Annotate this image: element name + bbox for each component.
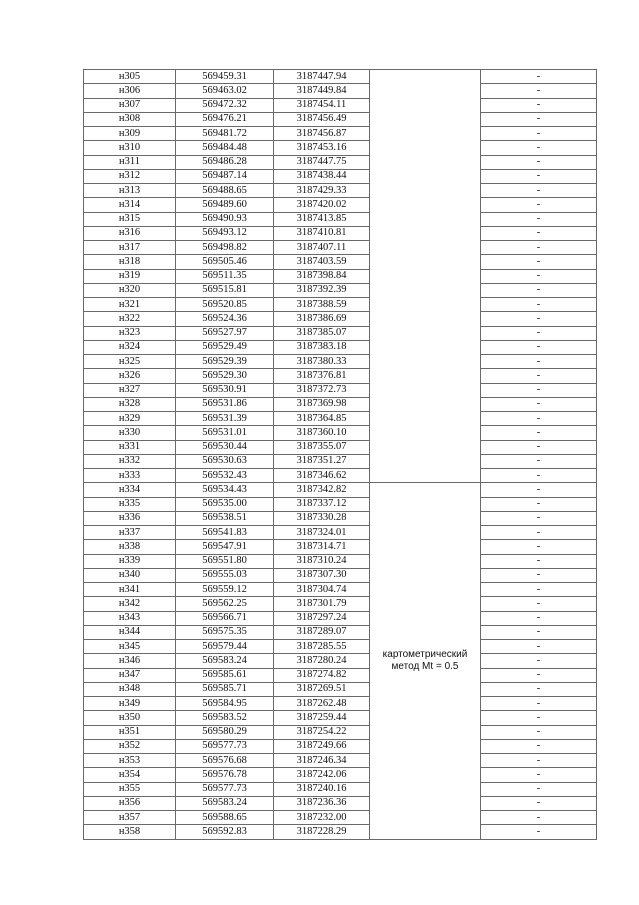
point-id-cell: н331 (84, 440, 176, 454)
x-coordinate-cell: 569493.12 (176, 226, 274, 240)
point-id-cell: н308 (84, 112, 176, 126)
x-coordinate-cell: 569575.35 (176, 625, 274, 639)
y-coordinate-cell: 3187429.33 (274, 184, 370, 198)
point-id-cell: н343 (84, 611, 176, 625)
x-coordinate-cell: 569592.83 (176, 825, 274, 839)
x-coordinate-cell: 569498.82 (176, 241, 274, 255)
point-id-cell: н347 (84, 668, 176, 682)
accuracy-cell: - (481, 697, 597, 711)
accuracy-cell: - (481, 283, 597, 297)
table-row (84, 269, 597, 283)
y-coordinate-cell: 3187254.22 (274, 725, 370, 739)
x-coordinate-cell: 569515.81 (176, 283, 274, 297)
table-row (84, 241, 597, 255)
point-id-cell: н351 (84, 725, 176, 739)
x-coordinate-cell: 569488.65 (176, 184, 274, 198)
x-coordinate-cell: 569486.28 (176, 155, 274, 169)
y-coordinate-cell: 3187369.98 (274, 397, 370, 411)
y-coordinate-cell: 3187403.59 (274, 255, 370, 269)
y-coordinate-cell: 3187259.44 (274, 711, 370, 725)
y-coordinate-cell: 3187310.24 (274, 554, 370, 568)
x-coordinate-cell: 569576.78 (176, 768, 274, 782)
point-id-cell: н317 (84, 241, 176, 255)
x-coordinate-cell: 569489.60 (176, 198, 274, 212)
x-coordinate-cell: 569459.31 (176, 70, 274, 84)
x-coordinate-cell: 569555.03 (176, 568, 274, 582)
x-coordinate-cell: 569583.24 (176, 654, 274, 668)
table-row (84, 640, 597, 654)
point-id-cell: н356 (84, 796, 176, 810)
y-coordinate-cell: 3187420.02 (274, 198, 370, 212)
table-row (84, 654, 597, 668)
table-row (84, 212, 597, 226)
table-row (84, 597, 597, 611)
y-coordinate-cell: 3187355.07 (274, 440, 370, 454)
point-id-cell: н327 (84, 383, 176, 397)
y-coordinate-cell: 3187246.34 (274, 754, 370, 768)
y-coordinate-cell: 3187449.84 (274, 84, 370, 98)
table-row (84, 697, 597, 711)
table-row (84, 483, 597, 497)
x-coordinate-cell: 569530.44 (176, 440, 274, 454)
x-coordinate-cell: 569547.91 (176, 540, 274, 554)
point-id-cell: н349 (84, 697, 176, 711)
table-row (84, 682, 597, 696)
point-id-cell: н329 (84, 412, 176, 426)
accuracy-cell: - (481, 583, 597, 597)
point-id-cell: н313 (84, 184, 176, 198)
y-coordinate-cell: 3187324.01 (274, 526, 370, 540)
y-coordinate-cell: 3187438.44 (274, 169, 370, 183)
accuracy-cell: - (481, 568, 597, 582)
table-row (84, 625, 597, 639)
point-id-cell: н333 (84, 469, 176, 483)
accuracy-cell: - (481, 169, 597, 183)
accuracy-cell: - (481, 326, 597, 340)
accuracy-cell: - (481, 397, 597, 411)
accuracy-cell: - (481, 383, 597, 397)
y-coordinate-cell: 3187280.24 (274, 654, 370, 668)
table-row (84, 112, 597, 126)
y-coordinate-cell: 3187242.06 (274, 768, 370, 782)
x-coordinate-cell: 569529.49 (176, 340, 274, 354)
x-coordinate-cell: 569566.71 (176, 611, 274, 625)
point-id-cell: н323 (84, 326, 176, 340)
table-row (84, 540, 597, 554)
x-coordinate-cell: 569559.12 (176, 583, 274, 597)
y-coordinate-cell: 3187360.10 (274, 426, 370, 440)
y-coordinate-cell: 3187447.75 (274, 155, 370, 169)
point-id-cell: н310 (84, 141, 176, 155)
accuracy-cell: - (481, 84, 597, 98)
table-row (84, 383, 597, 397)
point-id-cell: н320 (84, 283, 176, 297)
accuracy-cell: - (481, 184, 597, 198)
table-row (84, 255, 597, 269)
point-id-cell: н316 (84, 226, 176, 240)
y-coordinate-cell: 3187228.29 (274, 825, 370, 839)
y-coordinate-cell: 3187447.94 (274, 70, 370, 84)
accuracy-cell: - (481, 269, 597, 283)
x-coordinate-cell: 569541.83 (176, 526, 274, 540)
table-row (84, 454, 597, 468)
y-coordinate-cell: 3187380.33 (274, 355, 370, 369)
accuracy-cell: - (481, 369, 597, 383)
point-id-cell: н318 (84, 255, 176, 269)
accuracy-cell: - (481, 540, 597, 554)
coordinates-table (83, 69, 597, 840)
accuracy-cell: - (481, 412, 597, 426)
accuracy-cell: - (481, 654, 597, 668)
accuracy-cell: - (481, 141, 597, 155)
accuracy-cell: - (481, 725, 597, 739)
accuracy-cell: - (481, 668, 597, 682)
x-coordinate-cell: 569520.85 (176, 298, 274, 312)
table-row (84, 440, 597, 454)
point-id-cell: н352 (84, 739, 176, 753)
table-row (84, 611, 597, 625)
y-coordinate-cell: 3187330.28 (274, 511, 370, 525)
table-row (84, 298, 597, 312)
table-row (84, 825, 597, 839)
point-id-cell: н306 (84, 84, 176, 98)
table-row (84, 739, 597, 753)
accuracy-cell: - (481, 782, 597, 796)
table-row (84, 283, 597, 297)
y-coordinate-cell: 3187453.16 (274, 141, 370, 155)
point-id-cell: н336 (84, 511, 176, 525)
y-coordinate-cell: 3187351.27 (274, 454, 370, 468)
x-coordinate-cell: 569579.44 (176, 640, 274, 654)
accuracy-cell: - (481, 112, 597, 126)
point-id-cell: н355 (84, 782, 176, 796)
point-id-cell: н319 (84, 269, 176, 283)
y-coordinate-cell: 3187342.82 (274, 483, 370, 497)
y-coordinate-cell: 3187285.55 (274, 640, 370, 654)
x-coordinate-cell: 569490.93 (176, 212, 274, 226)
point-id-cell: н358 (84, 825, 176, 839)
table-row (84, 412, 597, 426)
table-row (84, 326, 597, 340)
x-coordinate-cell: 569580.29 (176, 725, 274, 739)
table-row (84, 127, 597, 141)
table-row (84, 226, 597, 240)
point-id-cell: н340 (84, 568, 176, 582)
x-coordinate-cell: 569463.02 (176, 84, 274, 98)
table-row (84, 526, 597, 540)
x-coordinate-cell: 569529.30 (176, 369, 274, 383)
point-id-cell: н338 (84, 540, 176, 554)
x-coordinate-cell: 569562.25 (176, 597, 274, 611)
accuracy-cell: - (481, 754, 597, 768)
y-coordinate-cell: 3187385.07 (274, 326, 370, 340)
table-row (84, 98, 597, 112)
x-coordinate-cell: 569584.95 (176, 697, 274, 711)
y-coordinate-cell: 3187240.16 (274, 782, 370, 796)
y-coordinate-cell: 3187398.84 (274, 269, 370, 283)
y-coordinate-cell: 3187410.81 (274, 226, 370, 240)
x-coordinate-cell: 569487.14 (176, 169, 274, 183)
accuracy-cell: - (481, 198, 597, 212)
table-row (84, 469, 597, 483)
accuracy-cell: - (481, 497, 597, 511)
point-id-cell: н311 (84, 155, 176, 169)
accuracy-cell: - (481, 426, 597, 440)
y-coordinate-cell: 3187262.48 (274, 697, 370, 711)
y-coordinate-cell: 3187372.73 (274, 383, 370, 397)
x-coordinate-cell: 569576.68 (176, 754, 274, 768)
accuracy-cell: - (481, 212, 597, 226)
accuracy-cell: - (481, 241, 597, 255)
accuracy-cell: - (481, 127, 597, 141)
y-coordinate-cell: 3187289.07 (274, 625, 370, 639)
x-coordinate-cell: 569585.61 (176, 668, 274, 682)
point-id-cell: н357 (84, 811, 176, 825)
table-row (84, 754, 597, 768)
point-id-cell: н337 (84, 526, 176, 540)
point-id-cell: н309 (84, 127, 176, 141)
table-row (84, 312, 597, 326)
accuracy-cell: - (481, 70, 597, 84)
point-id-cell: н342 (84, 597, 176, 611)
y-coordinate-cell: 3187307.30 (274, 568, 370, 582)
accuracy-cell: - (481, 298, 597, 312)
determination-method-cell: картометрический метод Mt = 0.5 (370, 483, 481, 839)
table-row (84, 711, 597, 725)
accuracy-cell: - (481, 825, 597, 839)
point-id-cell: н305 (84, 70, 176, 84)
accuracy-cell: - (481, 682, 597, 696)
point-id-cell: н321 (84, 298, 176, 312)
y-coordinate-cell: 3187337.12 (274, 497, 370, 511)
x-coordinate-cell: 569583.52 (176, 711, 274, 725)
point-id-cell: н326 (84, 369, 176, 383)
x-coordinate-cell: 569484.48 (176, 141, 274, 155)
y-coordinate-cell: 3187386.69 (274, 312, 370, 326)
point-id-cell: н339 (84, 554, 176, 568)
point-id-cell: н330 (84, 426, 176, 440)
x-coordinate-cell: 569534.43 (176, 483, 274, 497)
point-id-cell: н322 (84, 312, 176, 326)
table-row (84, 141, 597, 155)
y-coordinate-cell: 3187376.81 (274, 369, 370, 383)
x-coordinate-cell: 569585.71 (176, 682, 274, 696)
accuracy-cell: - (481, 554, 597, 568)
table-row (84, 782, 597, 796)
point-id-cell: н312 (84, 169, 176, 183)
x-coordinate-cell: 569524.36 (176, 312, 274, 326)
accuracy-cell: - (481, 340, 597, 354)
x-coordinate-cell: 569588.65 (176, 811, 274, 825)
y-coordinate-cell: 3187304.74 (274, 583, 370, 597)
x-coordinate-cell: 569577.73 (176, 782, 274, 796)
x-coordinate-cell: 569532.43 (176, 469, 274, 483)
point-id-cell: н324 (84, 340, 176, 354)
accuracy-cell: - (481, 811, 597, 825)
coordinates-table-body (84, 70, 597, 840)
accuracy-cell: - (481, 796, 597, 810)
point-id-cell: н354 (84, 768, 176, 782)
table-row (84, 369, 597, 383)
y-coordinate-cell: 3187364.85 (274, 412, 370, 426)
y-coordinate-cell: 3187456.49 (274, 112, 370, 126)
point-id-cell: н315 (84, 212, 176, 226)
x-coordinate-cell: 569529.39 (176, 355, 274, 369)
table-row (84, 568, 597, 582)
point-id-cell: н332 (84, 454, 176, 468)
accuracy-cell: - (481, 469, 597, 483)
x-coordinate-cell: 569481.72 (176, 127, 274, 141)
x-coordinate-cell: 569551.80 (176, 554, 274, 568)
point-id-cell: н307 (84, 98, 176, 112)
y-coordinate-cell: 3187297.24 (274, 611, 370, 625)
point-id-cell: н335 (84, 497, 176, 511)
y-coordinate-cell: 3187269.51 (274, 682, 370, 696)
y-coordinate-cell: 3187301.79 (274, 597, 370, 611)
x-coordinate-cell: 569531.86 (176, 397, 274, 411)
table-row (84, 796, 597, 810)
point-id-cell: н325 (84, 355, 176, 369)
accuracy-cell: - (481, 526, 597, 540)
x-coordinate-cell: 569535.00 (176, 497, 274, 511)
y-coordinate-cell: 3187413.85 (274, 212, 370, 226)
point-id-cell: н314 (84, 198, 176, 212)
accuracy-cell: - (481, 155, 597, 169)
x-coordinate-cell: 569476.21 (176, 112, 274, 126)
y-coordinate-cell: 3187236.36 (274, 796, 370, 810)
table-row (84, 155, 597, 169)
accuracy-cell: - (481, 611, 597, 625)
accuracy-cell: - (481, 625, 597, 639)
point-id-cell: н345 (84, 640, 176, 654)
table-row (84, 768, 597, 782)
accuracy-cell: - (481, 768, 597, 782)
table-row (84, 497, 597, 511)
table-row (84, 725, 597, 739)
y-coordinate-cell: 3187454.11 (274, 98, 370, 112)
determination-method-cell (370, 70, 481, 483)
x-coordinate-cell: 569472.32 (176, 98, 274, 112)
accuracy-cell: - (481, 640, 597, 654)
accuracy-cell: - (481, 711, 597, 725)
x-coordinate-cell: 569583.24 (176, 796, 274, 810)
point-id-cell: н348 (84, 682, 176, 696)
table-row (84, 340, 597, 354)
y-coordinate-cell: 3187346.62 (274, 469, 370, 483)
table-row (84, 583, 597, 597)
table-row (84, 426, 597, 440)
table-row (84, 511, 597, 525)
table-row (84, 397, 597, 411)
x-coordinate-cell: 569531.01 (176, 426, 274, 440)
y-coordinate-cell: 3187392.39 (274, 283, 370, 297)
accuracy-cell: - (481, 739, 597, 753)
point-id-cell: н328 (84, 397, 176, 411)
accuracy-cell: - (481, 454, 597, 468)
table-row (84, 355, 597, 369)
accuracy-cell: - (481, 483, 597, 497)
y-coordinate-cell: 3187407.11 (274, 241, 370, 255)
y-coordinate-cell: 3187274.82 (274, 668, 370, 682)
table-row (84, 70, 597, 84)
table-row (84, 198, 597, 212)
y-coordinate-cell: 3187456.87 (274, 127, 370, 141)
point-id-cell: н353 (84, 754, 176, 768)
accuracy-cell: - (481, 355, 597, 369)
x-coordinate-cell: 569531.39 (176, 412, 274, 426)
x-coordinate-cell: 569511.35 (176, 269, 274, 283)
y-coordinate-cell: 3187314.71 (274, 540, 370, 554)
x-coordinate-cell: 569538.51 (176, 511, 274, 525)
point-id-cell: н341 (84, 583, 176, 597)
y-coordinate-cell: 3187232.00 (274, 811, 370, 825)
point-id-cell: н344 (84, 625, 176, 639)
accuracy-cell: - (481, 226, 597, 240)
table-row (84, 84, 597, 98)
y-coordinate-cell: 3187249.66 (274, 739, 370, 753)
table-row (84, 184, 597, 198)
point-id-cell: н334 (84, 483, 176, 497)
table-row (84, 169, 597, 183)
x-coordinate-cell: 569505.46 (176, 255, 274, 269)
point-id-cell: н346 (84, 654, 176, 668)
y-coordinate-cell: 3187388.59 (274, 298, 370, 312)
point-id-cell: н350 (84, 711, 176, 725)
accuracy-cell: - (481, 312, 597, 326)
accuracy-cell: - (481, 597, 597, 611)
accuracy-cell: - (481, 255, 597, 269)
accuracy-cell: - (481, 511, 597, 525)
x-coordinate-cell: 569577.73 (176, 739, 274, 753)
table-row (84, 554, 597, 568)
x-coordinate-cell: 569530.63 (176, 454, 274, 468)
accuracy-cell: - (481, 98, 597, 112)
table-row (84, 811, 597, 825)
x-coordinate-cell: 569530.91 (176, 383, 274, 397)
accuracy-cell: - (481, 440, 597, 454)
x-coordinate-cell: 569527.97 (176, 326, 274, 340)
table-row (84, 668, 597, 682)
y-coordinate-cell: 3187383.18 (274, 340, 370, 354)
